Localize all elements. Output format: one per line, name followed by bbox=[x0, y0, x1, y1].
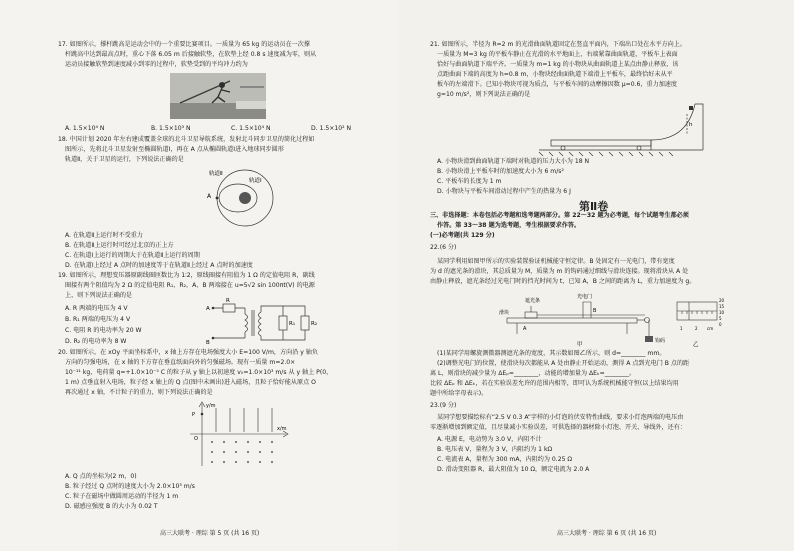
resistor-r2-label: R₂ bbox=[311, 321, 318, 327]
q22-line: 某同学利用如图甲所示的实验装置验证机械能守恒定律。B 处固定有一光电门，带有宽度 bbox=[437, 258, 675, 265]
q19-option-a[interactable]: A. R 两端的电压为 4 V bbox=[65, 305, 128, 312]
field-diagram bbox=[182, 400, 292, 468]
q22-sub-line: (1)某同学用螺旋测微器测遮光条的宽度，其示数如图乙所示，则 d=________ mm。 bbox=[437, 350, 666, 357]
q22-line: 为 d 的遮光条的滑块，其总质量为 M，质量为 m 的钩码通过细线与滑块连接。现将滑块从 A 处 bbox=[430, 268, 689, 275]
q22-sub-line: 题中所给字母表示)。 bbox=[430, 390, 488, 397]
q18-line: 轨道Ⅱ，关于卫星的运行，下列说法正确的是 bbox=[65, 156, 184, 163]
q20-line: 10⁻¹¹ kg，电荷量 q=+1.0×10⁻⁵ C 的粒子从 y 轴上以初速度 v₀=1.0×10³ m/s 从 y 轴上 P(0， bbox=[65, 369, 333, 376]
y-axis-label: y/m bbox=[206, 403, 216, 409]
q21-line: g=10 m/s²，则下列说法正确的是 bbox=[437, 91, 531, 98]
q18-option-a[interactable]: A. 在轨道Ⅱ上运行时不受重力 bbox=[65, 232, 143, 239]
q21-line: 点距曲面下端的高度为 h=0.8 m，小物块经曲面轨道下端滑上平板车，最终恰好未从平 bbox=[437, 71, 673, 78]
q21-option-c[interactable]: C. 平板车的长度为 1 m bbox=[437, 178, 502, 185]
x-axis-label: x/m bbox=[277, 426, 287, 432]
q22-line: 由静止释放，遮光条经过光电门时的挡光时间为 t，已知 A，B 之间的距离为 L，重力加速度为 g。 bbox=[430, 278, 696, 285]
curved-track-diagram bbox=[537, 100, 707, 158]
q18-option-c[interactable]: C. 在轨道Ⅰ上运行的周期大于在轨道Ⅱ上运行的周期 bbox=[65, 252, 200, 259]
air-track-apparatus bbox=[497, 290, 737, 348]
q23-option-a: A. 电源 E，电动势为 3.0 V，内阻不计 bbox=[437, 436, 542, 443]
hook-weight-label: 钩码 bbox=[655, 338, 666, 344]
point-b-label: B bbox=[593, 308, 597, 314]
instructions-line: 作答。第 33～38 题为选考题，考生根据要求作答。 bbox=[437, 222, 581, 229]
scale-label-5: 5 bbox=[719, 316, 722, 321]
q22-heading: 22.(6 分) bbox=[430, 244, 457, 251]
q21-option-b[interactable]: B. 小物块滑上平板车时的加速度大小为 6 m/s² bbox=[437, 168, 564, 175]
scale-label-10: 10 bbox=[719, 310, 725, 315]
terminal-b-label: B bbox=[206, 340, 210, 346]
q21-line: 恰好与曲面轨道下端平齐。一质量为 m=1 kg 的小物块从曲面轨道上某点由静止释放，该 bbox=[437, 61, 679, 68]
right-page bbox=[397, 0, 794, 551]
instructions-line: 三、非选择题：本卷包括必考题和选考题两部分。第 22～32 题为必考题，每个试题考生都必须 bbox=[430, 212, 689, 219]
page-footer: 高三大联考 · 理综 第 5 页 (共 16 页) bbox=[160, 530, 260, 537]
q20-option-b[interactable]: B. 粒子经过 Q 点时的速度大小为 2.0×10³ m/s bbox=[65, 483, 195, 490]
scale-unit-cm: cm bbox=[707, 326, 714, 331]
scale-label-15: 15 bbox=[719, 304, 725, 309]
q23-option-d: D. 滑动变阻器 R，最大阻值为 10 Ω，额定电流为 2.0 A bbox=[437, 466, 590, 473]
q17-line: 杆跳高中达到最高点时，重心下落 6.05 m 后接触软垫，在软垫上经 0.8 s 速度减为零，则从 bbox=[65, 51, 317, 58]
q19-line: 圈接有两个阻值均为 2 Ω 的定值电阻 R₁、R₂，A、B 两端接在 u=5√2 sin 100πt(V) 的电源 bbox=[65, 282, 315, 289]
scale-label-2: 2 bbox=[695, 326, 698, 331]
q23-line: 零逐渐增加到额定值，且尽量减小实验误差，可供选择的器材除小灯泡、开关、导线外，还有： bbox=[430, 424, 686, 431]
q20-line: 再次通过 x 轴，不计粒子的重力，则下列说法正确的是 bbox=[65, 389, 213, 396]
orbit-diagram bbox=[205, 164, 285, 228]
q21-line: 板车的左端滑下。已知小物块可视为质点，与平板车间的动摩擦因数 μ=0.6，重力加速度 bbox=[437, 81, 677, 88]
height-h-label: h bbox=[689, 122, 693, 128]
q19-option-b[interactable]: B. R₁ 两端的电压为 4 V bbox=[65, 316, 131, 323]
figure-yi-label: 乙 bbox=[693, 342, 699, 348]
q23-option-c: C. 电流表 A，量程为 300 mA，内阻约为 0.25 Ω bbox=[437, 456, 573, 463]
q18-line: 18. 中国计划 2020 年左右建成覆盖全球的北斗卫星导航系统，发射北斗同步卫星的简化过程如 bbox=[58, 136, 315, 143]
required-part-heading: (一)必考题(共 129 分) bbox=[430, 232, 495, 239]
q21-line: 21. 如图所示，半径为 R=2 m 的光滑曲面轨道固定在竖直平面内，下端出口处在水平方向上。 bbox=[430, 41, 686, 48]
q21-option-d[interactable]: D. 小物块与平板车间滑动过程中产生的热量为 6 J bbox=[437, 188, 571, 195]
q18-option-d[interactable]: D. 在轨道Ⅰ上经过 A 点时的加速度等于在轨道Ⅱ上经过 A 点时的加速度 bbox=[65, 262, 253, 269]
q23-option-b: B. 电压表 V，量程为 3 V，内阻约为 1 kΩ bbox=[437, 446, 553, 453]
q21-option-a[interactable]: A. 小物块滑到曲面轨道下端时对轨道的压力大小为 18 N bbox=[437, 158, 590, 165]
shade-strip-label: 遮光条 bbox=[525, 298, 541, 304]
q20-line: 20. 如图所示，在 xOy 平面坐标系中，x 轴上方存在电场强度大小 E=100 V/m，方向沿 y 轴负 bbox=[58, 349, 318, 356]
photogate-label: 光电门 bbox=[577, 294, 593, 300]
terminal-a-label: A bbox=[206, 306, 210, 312]
section-title: 第Ⅱ卷 bbox=[579, 200, 609, 213]
q20-option-c[interactable]: C. 粒子在磁场中做圆周运动的半径为 1 m bbox=[65, 493, 179, 500]
pole-vault-photo bbox=[170, 73, 266, 119]
q23-heading: 23.(9 分) bbox=[430, 402, 457, 409]
orbit-ii-label: 轨道Ⅱ bbox=[209, 171, 223, 177]
q22-sub-line: 比较 ΔEₚ 和 ΔEₖ，若在实验误差允许的范围内相等，即可认为系统机械能守恒(以上结果均用 bbox=[430, 380, 679, 387]
scale-label-1: 1 bbox=[680, 326, 683, 331]
q18-option-b[interactable]: B. 在轨道Ⅱ上运行时可经过北京的正上方 bbox=[65, 242, 174, 249]
q20-option-d[interactable]: D. 磁感应强度 B 的大小为 0.02 T bbox=[65, 503, 158, 510]
q17-line: 运动员接触软垫到速度减小到零的过程中，软垫受到的平均冲力约为 bbox=[65, 61, 248, 68]
slider-label: 滑块 bbox=[499, 310, 510, 316]
q17-option-a[interactable]: A. 1.5×10⁴ N bbox=[65, 125, 105, 132]
orbit-i-label: 轨道Ⅰ bbox=[249, 178, 262, 184]
origin-label: O bbox=[194, 436, 198, 442]
resistor-r-label: R bbox=[226, 298, 230, 304]
scale-label-20: 20 bbox=[719, 298, 725, 303]
q19-line: 上，则下列说法正确的是 bbox=[65, 292, 133, 299]
q23-line: 某同学想要描绘标有“2.5 V 0.3 A”字样的小灯泡的伏安特性曲线，要求小灯泡两端的电压由 bbox=[437, 414, 684, 421]
resistor-r1-label: R₁ bbox=[289, 321, 296, 327]
figure-jia-label: 甲 bbox=[577, 342, 583, 348]
page-footer: 高三大联考 · 理综 第 6 页 (共 16 页) bbox=[557, 530, 657, 537]
q20-line: 方向的匀强电场，在 x 轴的下方存在垂直纸面向外的匀强磁场。现有一质量 m=2.0× bbox=[65, 359, 296, 366]
q19-option-d[interactable]: D. R₂ 的电功率为 8 W bbox=[65, 338, 127, 345]
point-p-label: P bbox=[192, 412, 196, 418]
transformer-circuit bbox=[205, 298, 365, 348]
point-a-label: A bbox=[207, 193, 212, 200]
q19-line: 19. 如图所示，理想变压器原副线圈匝数比为 1∶2，原线圈接有阻值为 1 Ω 的定值电阻 R，副线 bbox=[58, 272, 315, 279]
scale-label-0: 0 bbox=[719, 322, 722, 327]
q19-option-c[interactable]: C. 电阻 R 的电功率为 20 W bbox=[65, 327, 142, 334]
point-a-label: A bbox=[523, 326, 527, 332]
q22-sub-line: (2)调整光电门的位置，使滑块每次都能从 A 处由静止开始运动，测得 A 点到光电门 B 点的距 bbox=[437, 360, 690, 367]
q17-option-b[interactable]: B. 1.5×10³ N bbox=[151, 125, 191, 132]
q17-option-c[interactable]: C. 1.5×10⁴ N bbox=[231, 125, 271, 132]
q17-option-d[interactable]: D. 1.5×10² N bbox=[311, 125, 352, 132]
q20-line: 1 m) 点垂直射入电场，粒子经 x 轴上的 Q 点(图中未画出)进入磁场，且粒子恰好能从原点 O bbox=[65, 379, 316, 386]
q20-option-a[interactable]: A. Q 点的坐标为(2 m，0) bbox=[65, 473, 137, 480]
q17-line: 17. 如图所示，撑杆跳高是运动会中的一个重要比赛项目。一质量为 65 kg 的运动员在一次撑 bbox=[58, 41, 310, 48]
q21-line: 一质量为 M=3 kg 的平板车静止在光滑的水平地面上，右端紧靠曲面轨道，平板车上表面 bbox=[437, 51, 678, 58]
q22-sub-line: 离 L，则滑块的减少量为 ΔEₚ=________，动能的增加量为 ΔEₖ=________。 bbox=[430, 370, 636, 377]
q18-line: 图所示，先将北斗卫星发射至椭圆轨道Ⅰ，再在 A 点从椭圆轨道Ⅰ进入地球同步圆形 bbox=[65, 146, 284, 153]
